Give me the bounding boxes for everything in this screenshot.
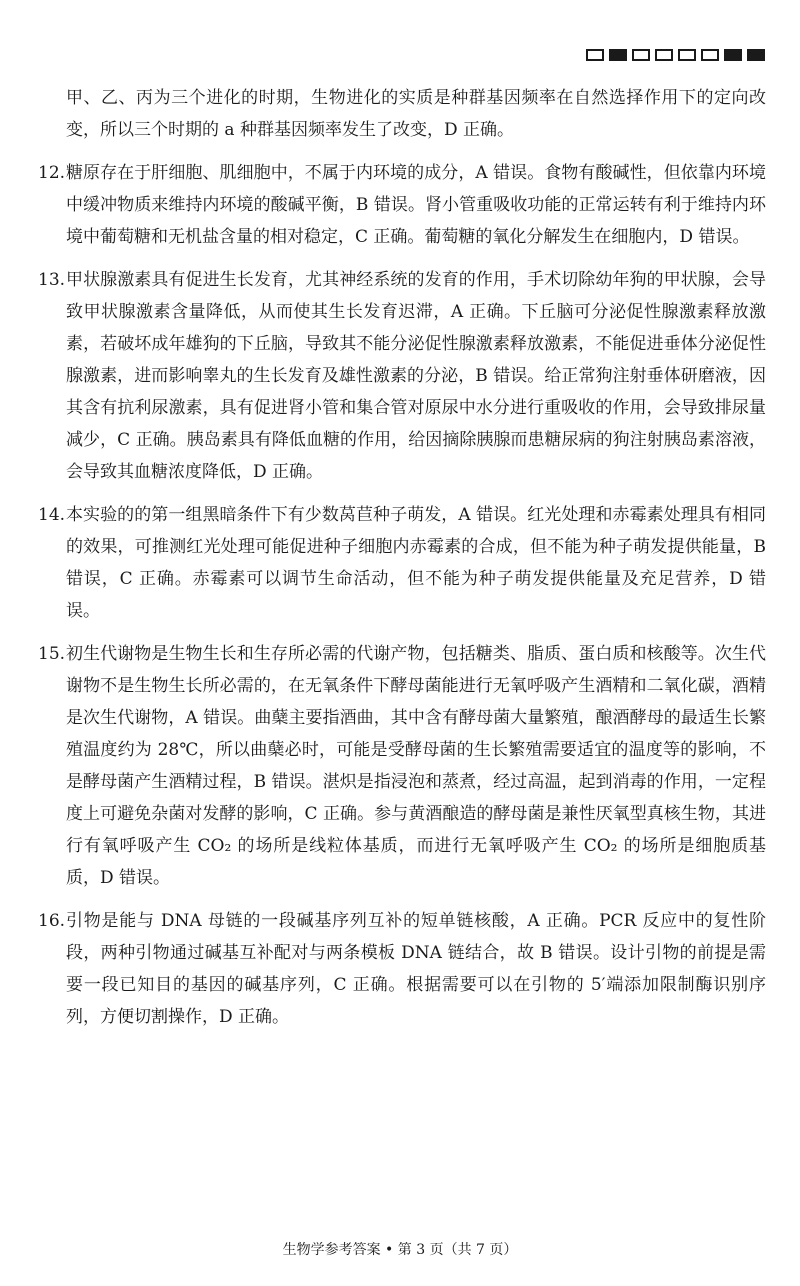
answer-item-15: [38, 638, 766, 894]
item-number: 12.: [38, 163, 66, 183]
page-mark-8: [747, 49, 765, 61]
page-mark-5: [678, 49, 696, 61]
page-mark-1: [586, 49, 604, 61]
item-number: 16.: [38, 911, 66, 931]
page-footer: 生物学参考答案 • 第 3 页（共 7 页）: [282, 1242, 518, 1258]
page-mark-7: [724, 49, 742, 61]
item-number: 13.: [38, 270, 66, 290]
page-mark-4: [655, 49, 673, 61]
item-text: 本实验的的第一组黑暗条件下有少数莴苣种子萌发，A 错误。红光处理和赤霉素处理具有相同的效果，可推测红光处理可能促进种子细胞内赤霉素的合成，但不能为种子萌发提供能量，B 错误，C 正确。赤霉素可以调节生命活动，但不能为种子萌发提供能量及充足营养，D 错误。: [66, 505, 766, 621]
item-number: 15.: [38, 644, 66, 664]
answer-item-12: [38, 157, 766, 253]
item-text: 引物是能与 DNA 母链的一段碱基序列互补的短单链核酸，A 正确。PCR 反应中的复性阶段，两种引物通过碱基互补配对与两条模板 DNA 链结合，故 B 错误。设计引物的前提是需要一段已知目的基因的碱基序列，C 正确。根据需要可以在引物的 5′端添加限制酶识别序列，方便切割操作，D 正确。: [66, 911, 766, 1027]
item-text: 初生代谢物是生物生长和生存所必需的代谢产物，包括糖类、脂质、蛋白质和核酸等。次生代谢物不是生物生长所必需的，在无氧条件下酵母菌能进行无氧呼吸产生酒精和二氧化碳，酒精是次生代谢物，A 错误。曲蘖主要指酒曲，其中含有酵母菌大量繁殖，酿酒酵母的最适生长繁殖温度约为 28℃，所以曲蘖必时，可能是受酵母菌的生长繁殖需要适宜的温度等的影响，不是酵母菌产生酒精过程，B 错误。湛炽是指浸泡和蒸煮，经过高温，起到消毒的作用，一定程度上可避免杂菌对发酵的影响，C 正确。参与黄酒酿造的酵母菌是兼性厌氧型真核生物，其进行有氧呼吸产生 CO₂ 的场所是线粒体基质，而进行无氧呼吸产生 CO₂ 的场所是细胞质基质，D 错误。: [66, 644, 766, 888]
answer-item-13: [38, 264, 766, 488]
continuation-paragraph: 甲、乙、丙为三个进化的时期，生物进化的实质是种群基因频率在自然选择作用下的定向改变，所以三个时期的 a 种群基因频率发生了改变，D 正确。: [66, 88, 766, 140]
answer-item-16: [38, 905, 766, 1033]
item-number: 14.: [38, 505, 66, 525]
answer-item-14: [38, 499, 766, 627]
item-text: 糖原存在于肝细胞、肌细胞中，不属于内环境的成分，A 错误。食物有酸碱性，但依靠内环境中缓冲物质来维持内环境的酸碱平衡，B 错误。肾小管重吸收功能的正常运转有利于维持内环境中葡萄糖和无机盐含量的相对稳定，C 正确。葡萄糖的氧化分解发生在细胞内，D 错误。: [66, 163, 766, 247]
item-text: 甲状腺激素具有促进生长发育，尤其神经系统的发育的作用，手术切除幼年狗的甲状腺，会导致甲状腺激素含量降低，从而使其生长发育迟滞，A 正确。下丘脑可分泌促性腺激素释放激素，若破坏成年雄狗的下丘脑，导致其不能分泌促性腺激素释放激素，不能促进垂体分泌促性腺激素，进而影响睾丸的生长发育及雄性激素的分泌，B 错误。给正常狗注射垂体研磨液，因其含有抗利尿激素，具有促进肾小管和集合管对原尿中水分进行重吸收的作用，会导致排尿量减少，C 正确。胰岛素具有降低血糖的作用，给因摘除胰腺而患糖尿病的狗注射胰岛素溶液，会导致其血糖浓度降低，D 正确。: [66, 270, 766, 482]
page-mark-2: [609, 49, 627, 61]
page-mark-6: [701, 49, 719, 61]
page-mark-3: [632, 49, 650, 61]
page-position-marks: [586, 49, 765, 61]
answer-content: [38, 82, 766, 1044]
